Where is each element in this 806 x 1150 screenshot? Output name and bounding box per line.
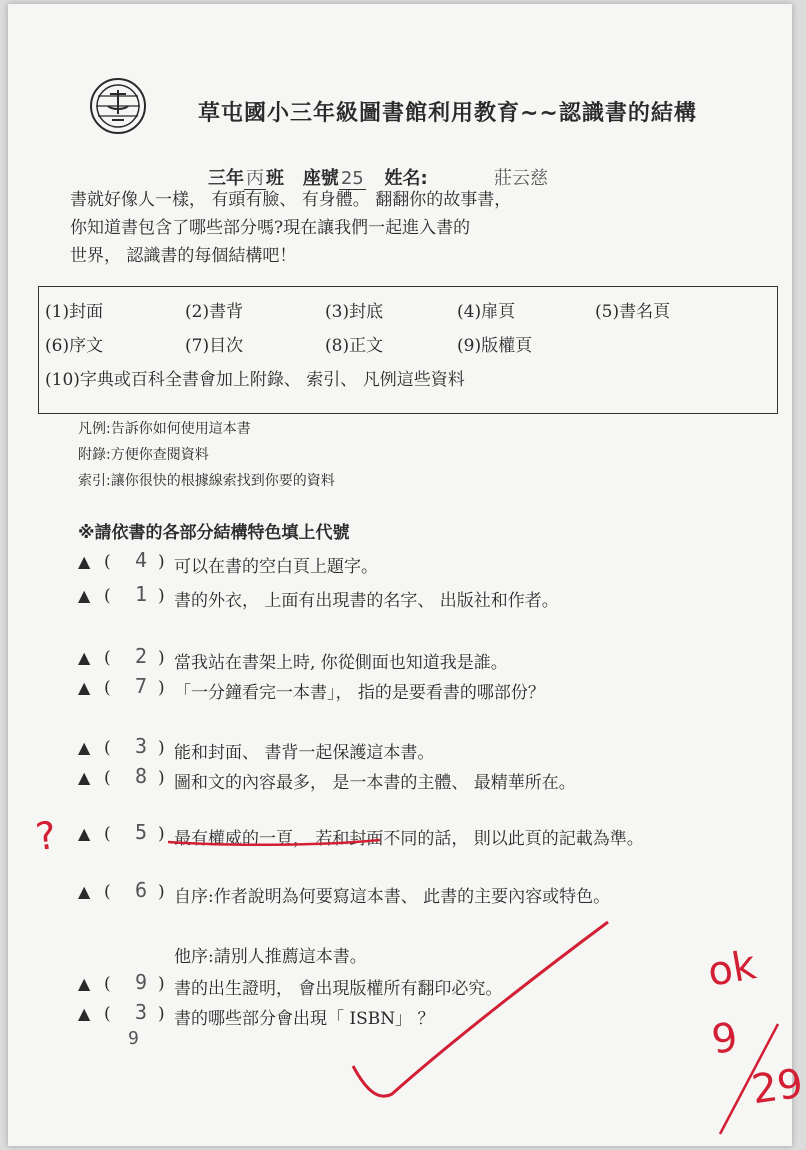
bullet-triangle-icon: ▲ (78, 824, 91, 843)
term-item: (3)封底 (325, 302, 384, 322)
date-day: 29 (749, 1060, 806, 1114)
question-text: 「一分鐘看完一本書」， 指的是要看書的哪部份？ (174, 683, 545, 703)
question-text: 可以在書的空白頁上題字。 (174, 557, 378, 577)
answer-blank[interactable]: 8 (134, 764, 148, 788)
intro-paragraph (70, 186, 760, 270)
grade-mark: ok (704, 942, 760, 996)
bullet-triangle-icon: ▲ (78, 678, 91, 697)
note-item: 凡例:告訴你如何使用這本書 (78, 421, 251, 437)
notes-list (78, 416, 335, 494)
answer-blank[interactable]: 7 (134, 674, 148, 698)
term-item: (6)序文 (45, 336, 104, 356)
seat-value: 25 (340, 168, 364, 189)
question-text: 最有權威的一頁， 若和封面不同的話， 則以此頁的記載為準。 (174, 829, 644, 849)
red-question-mark: ? (33, 812, 60, 860)
answer-blank[interactable]: 1 (134, 582, 148, 606)
answer-blank[interactable]: 9 (134, 970, 148, 994)
question-text: 書的出生證明， 會出現版權所有翻印必究。 (174, 979, 503, 999)
answer-blank[interactable]: 2 (134, 644, 148, 668)
bullet-triangle-icon: ▲ (78, 768, 91, 787)
question-text: 能和封面、 書背一起保護這本書。 (174, 743, 435, 763)
term-item: (5)書名頁 (595, 302, 671, 322)
bullet-triangle-icon: ▲ (78, 882, 91, 901)
bullet-triangle-icon: ▲ (78, 1004, 91, 1023)
answer-blank[interactable]: 5 (134, 820, 148, 844)
instruction-heading: ※請依書的各部分結構特色填上代號 (78, 523, 350, 543)
note-item: 索引:讓你很快的根據線索找到你要的資料 (78, 473, 335, 489)
term-item: (7)目次 (185, 336, 244, 356)
question-text: 書的外衣， 上面有出現書的名字、 出版社和作者。 (174, 591, 559, 611)
note-item: 附錄:方便你查閱資料 (78, 447, 209, 463)
answer-blank[interactable]: 6 (134, 878, 148, 902)
corrected-answer: 9 (128, 1028, 139, 1049)
question-text: 自序:作者說明為何要寫這本書、 此書的主要內容或特色。 (174, 887, 611, 907)
answer-blank[interactable]: 4 (134, 548, 148, 572)
question-text: 書的哪些部分會出現「 ISBN」 ？ (174, 1009, 435, 1029)
date-month: 9 (708, 1014, 741, 1064)
bullet-triangle-icon: ▲ (78, 586, 91, 605)
bullet-triangle-icon: ▲ (78, 552, 91, 571)
school-logo-icon (88, 76, 148, 136)
answer-blank[interactable]: 3 (134, 1000, 148, 1024)
class-label: 班 (266, 168, 284, 189)
question-text: 圖和文的內容最多， 是一本書的主體、 最精華所在。 (174, 773, 576, 793)
intro-line: 你知道書包含了哪些部分嗎?現在讓我們一起進入書的 (70, 218, 471, 238)
terms-box (38, 286, 778, 414)
term-item: (4)扉頁 (457, 302, 516, 322)
question-text: 他序:請別人推薦這本書。 (174, 947, 367, 967)
bullet-triangle-icon: ▲ (78, 738, 91, 757)
answer-blank[interactable]: 3 (134, 734, 148, 758)
student-name: 莊云慈 (494, 168, 549, 189)
intro-line: 書就好像人一樣， 有頭有臉、 有身體。 翻翻你的故事書， (70, 190, 512, 210)
worksheet-title: 草屯國小三年級圖書館利用教育~~認識書的結構 (198, 101, 697, 126)
question-text: 當我站在書架上時, 你從側面也知道我是誰。 (174, 653, 508, 673)
class-value: 丙 (246, 168, 264, 189)
bullet-triangle-icon: ▲ (78, 974, 91, 993)
bullet-triangle-icon: ▲ (78, 648, 91, 667)
term-item: (10)字典或百科全書會加上附錄、 索引、 凡例這些資料 (45, 370, 465, 390)
intro-line: 世界， 認識書的每個結構吧！ (70, 246, 297, 266)
name-label: 姓名: (384, 168, 428, 189)
seat-label: 座號 (302, 168, 339, 189)
term-item: (9)版權頁 (457, 336, 533, 356)
term-item: (8)正文 (325, 336, 384, 356)
term-item: (2)書背 (185, 302, 244, 322)
term-item: (1)封面 (45, 302, 104, 322)
worksheet-page: 草屯國小三年級圖書館利用教育~~認識書的結構 三年 丙 班 座號 25 姓名: 莊云慈 書就好像人一樣， 有頭有臉、 有身體。 翻翻你的故事書， 你知道書包含了哪些部分嗎?現在讓我們一起進入書的 世界， 認識書的每個結構吧！ (1)封面 (2)書背 (3)封底 (4)扉頁 (5)書名頁 (6)序文 (7)目次 (8)正文 (9)版權頁 (10)字典或百科全書會加上附錄、 索引、 凡例這些資料 凡例:告訴你如何使用這本書 附錄:方便你查閱資料 索引:讓你很快的根據線索找到你要的資料 ※請依書的各部分結構特色填上代號 ▲ ( 4 ) 可以在書的空白頁上題字。 ▲ ( 1 ) 書的外衣， 上面有出現書的名字、 出版社和作者。 ▲ ( 2 ) 當我站在書架上時, 你從側面也知道我是誰。 ▲ ( 7 ) 「一分鐘看完一本書」， 指的是要看書的哪部份？ ▲ ( 3 ) 能和封面、 書背一起保護這本書。 ▲ ( 8 ) 圖和文的內容最多， 是一本書的主體、 最精華所在。 ▲ ( 5 ) 最有權威的一頁， 若和封面不同的話， 則以此頁的記載為準。 ▲ ( 6 ) 自序:作者說明為何要寫這本書、 此書的主要內容或特色。 他序:請別人推薦這本書。 ▲ ( 9 ) 書的出生證明， 會出現版權所有翻印必究。 ▲ ( 3 ) 書的哪些部分會出現「 ISBN」 ？ 9 ? ok 9 29 (8, 4, 792, 1146)
grade-label: 三年 (208, 168, 244, 189)
